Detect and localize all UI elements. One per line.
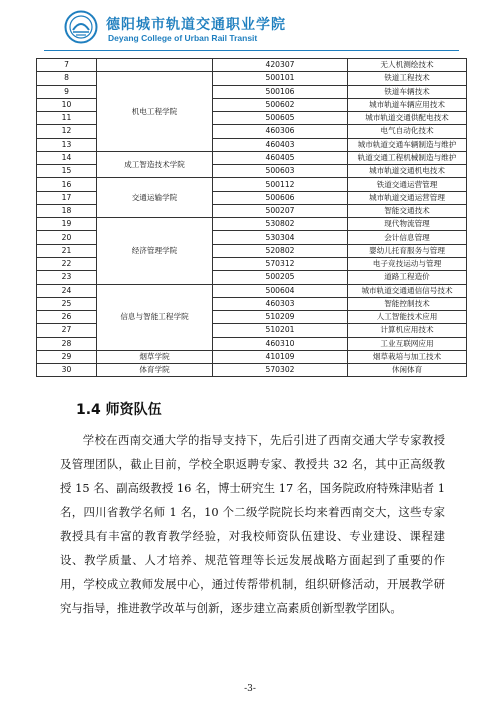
major-code: 460405: [213, 151, 348, 164]
row-number: 17: [37, 191, 97, 204]
major-code: 500606: [213, 191, 348, 204]
major-code: 500602: [213, 98, 348, 111]
majors-table: [36, 58, 467, 377]
header-divider: [44, 50, 459, 51]
major-name: 城市轨道交通通信信号技术: [348, 284, 467, 297]
major-name: 城市轨道车辆应用技术: [348, 98, 467, 111]
major-code: 460403: [213, 138, 348, 151]
major-code: 570312: [213, 257, 348, 270]
table-row: [37, 364, 467, 377]
major-code: 410109: [213, 350, 348, 363]
major-code: 460310: [213, 337, 348, 350]
row-number: 13: [37, 138, 97, 151]
school-name-cn: 德阳城市轨道交通职业学院: [106, 17, 286, 33]
major-name: 现代物流管理: [348, 218, 467, 231]
major-name: 铁道工程技术: [348, 72, 467, 85]
row-number: 9: [37, 85, 97, 98]
faculty-paragraph: 学校在西南交通大学的指导支持下，先后引进了西南交通大学专家教授及管理团队，截止目前，学校全职返聘专家、教授共 32 名，其中正高级教授 15 名、副高级教授 16 名，博士研究生 17 名，国务院政府特殊津贴者 1 名，四川省教学名师 1 名，10 个二级学院院长均来着西南交大，这些专家教授具有丰富的教育教学经验，对我校师资队伍建设、专业建设、课程建设、教学质量、人才培养、规范管理等长远发展战略方面起到了重要的作用，学校成立教师发展中心，通过传帮带机制，组织研修活动，开展教学研究与指导，推进教学改革与创新，逐步建立高素质创新型教学团队。: [60, 433, 445, 615]
college-name: 信息与智能工程学院: [97, 284, 213, 350]
major-name: 城市轨道交通运营管理: [348, 191, 467, 204]
row-number: 29: [37, 350, 97, 363]
major-name: 智能控制技术: [348, 297, 467, 310]
row-number: 21: [37, 244, 97, 257]
college-name: 成工智造技术学院: [97, 151, 213, 178]
row-number: 12: [37, 125, 97, 138]
row-number: 30: [37, 364, 97, 377]
section-heading: 1.4 师资队伍: [76, 402, 162, 418]
major-name: 电气自动化技术: [348, 125, 467, 138]
college-name: 经济管理学院: [97, 218, 213, 284]
college-name: 体育学院: [97, 364, 213, 377]
school-name-en: Deyang College of Urban Rail Transit: [108, 33, 258, 43]
row-number: 15: [37, 165, 97, 178]
row-number: 28: [37, 337, 97, 350]
row-number: 11: [37, 112, 97, 125]
major-code: 500207: [213, 204, 348, 217]
major-code: 460303: [213, 297, 348, 310]
row-number: 23: [37, 271, 97, 284]
table-row: [37, 178, 467, 191]
table-row: [37, 72, 467, 85]
major-code: 500101: [213, 72, 348, 85]
row-number: 24: [37, 284, 97, 297]
school-logo-icon: [64, 10, 98, 44]
major-code: 460306: [213, 125, 348, 138]
major-code: 500605: [213, 112, 348, 125]
page-number: -3-: [244, 684, 256, 694]
college-name: 烟草学院: [97, 350, 213, 363]
college-name: 机电工程学院: [97, 72, 213, 152]
major-code: 500112: [213, 178, 348, 191]
major-code: 520802: [213, 244, 348, 257]
major-name: 人工智能技术应用: [348, 311, 467, 324]
major-code: 420307: [213, 59, 348, 72]
major-name: 铁道车辆技术: [348, 85, 467, 98]
major-name: 道路工程造价: [348, 271, 467, 284]
row-number: 14: [37, 151, 97, 164]
row-number: 16: [37, 178, 97, 191]
major-code: 570302: [213, 364, 348, 377]
major-name: 城市轨道交通车辆制造与维护: [348, 138, 467, 151]
table-row: [37, 151, 467, 164]
row-number: 22: [37, 257, 97, 270]
major-name: 计算机应用技术: [348, 324, 467, 337]
major-code: 530802: [213, 218, 348, 231]
major-name: 婴幼儿托育服务与管理: [348, 244, 467, 257]
major-name: 铁道交通运营管理: [348, 178, 467, 191]
table-row: [37, 218, 467, 231]
row-number: 18: [37, 204, 97, 217]
major-name: 智能交通技术: [348, 204, 467, 217]
table-row: [37, 59, 467, 72]
row-number: 20: [37, 231, 97, 244]
table-row: [37, 350, 467, 363]
row-number: 26: [37, 311, 97, 324]
major-code: 500604: [213, 284, 348, 297]
college-cell-blank: [97, 59, 213, 72]
major-name: 无人机测绘技术: [348, 59, 467, 72]
row-number: 7: [37, 59, 97, 72]
major-code: 510201: [213, 324, 348, 337]
major-name: 城市轨道交通机电技术: [348, 165, 467, 178]
major-name: 城市轨道交通供配电技术: [348, 112, 467, 125]
major-code: 530304: [213, 231, 348, 244]
major-code: 500205: [213, 271, 348, 284]
major-code: 500106: [213, 85, 348, 98]
college-name: 交通运输学院: [97, 178, 213, 218]
major-name: 会计信息管理: [348, 231, 467, 244]
row-number: 27: [37, 324, 97, 337]
major-code: 500603: [213, 165, 348, 178]
major-name: 轨道交通工程机械制造与维护: [348, 151, 467, 164]
table-row: [37, 284, 467, 297]
page-header: [44, 8, 464, 50]
row-number: 25: [37, 297, 97, 310]
major-name: 电子竞技运动与管理: [348, 257, 467, 270]
row-number: 19: [37, 218, 97, 231]
row-number: 10: [37, 98, 97, 111]
major-name: 工业互联网应用: [348, 337, 467, 350]
row-number: 8: [37, 72, 97, 85]
major-name: 烟草栽培与加工技术: [348, 350, 467, 363]
major-name: 休闲体育: [348, 364, 467, 377]
major-code: 510209: [213, 311, 348, 324]
